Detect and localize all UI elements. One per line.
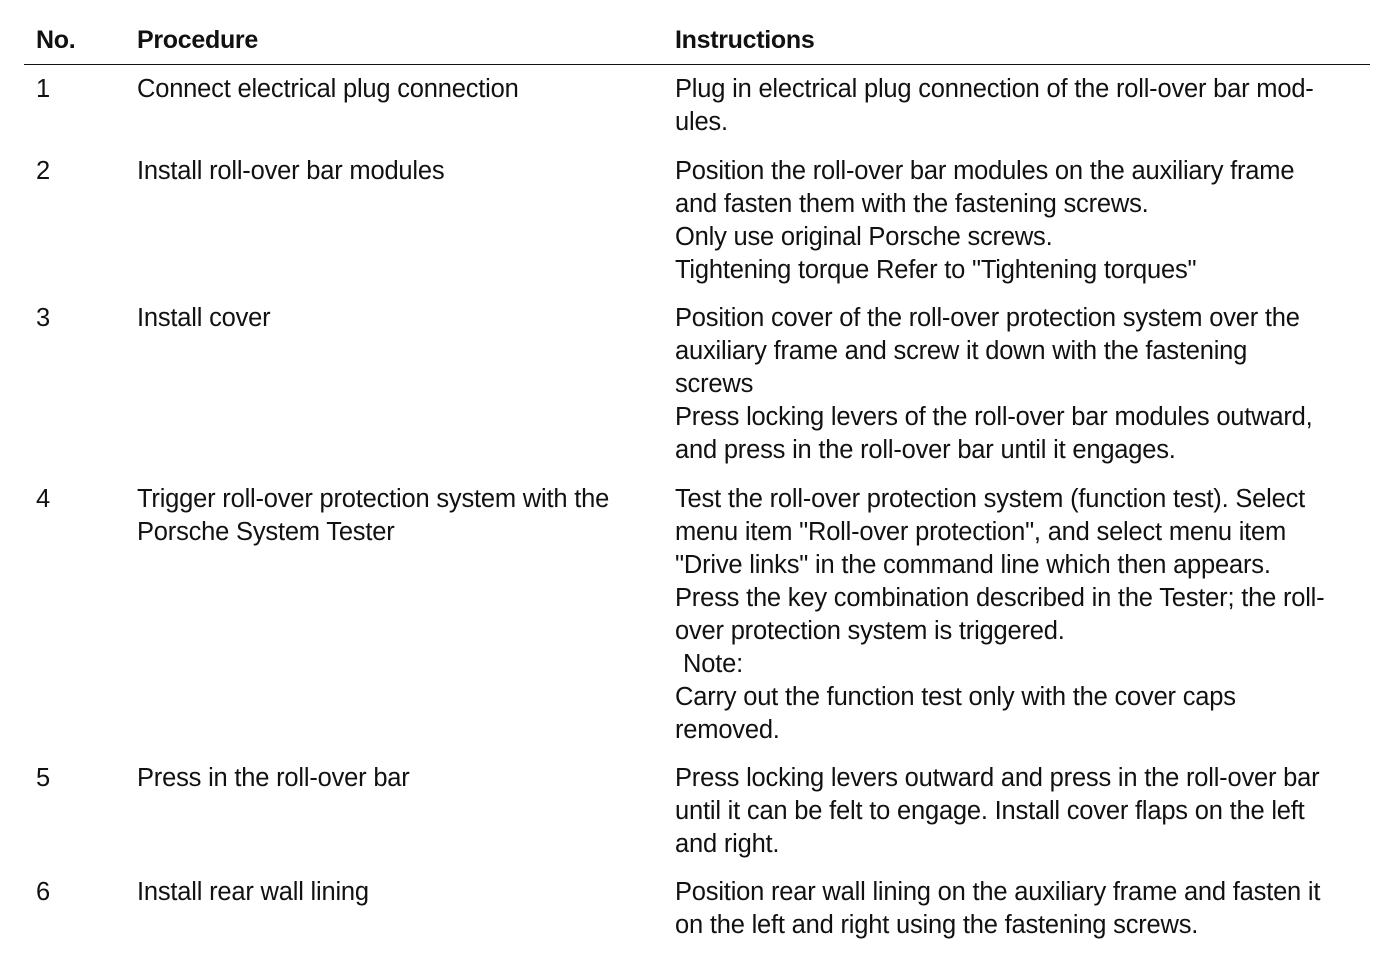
table-header: [0, 22, 1392, 58]
instruction-line: Position the roll-over bar modules on the auxiliary frame: [675, 157, 1295, 185]
row-procedure: [137, 483, 657, 549]
row-instructions: [675, 762, 1375, 861]
row-instructions: [675, 73, 1375, 139]
instruction-line: and press in the roll-over bar until it engages.: [675, 436, 1176, 464]
instruction-line: removed.: [675, 716, 780, 744]
instruction-line: "Drive links" in the command line which then appears.: [675, 551, 1271, 579]
header-instructions: Instructions: [675, 26, 815, 54]
header-procedure: Procedure: [137, 26, 258, 54]
row-procedure: [137, 302, 657, 335]
row-number: 6: [36, 878, 50, 906]
row-number: 4: [36, 485, 50, 513]
header-no: No.: [36, 26, 76, 54]
procedure-line: Press in the roll-over bar: [137, 764, 410, 792]
row-procedure: [137, 73, 657, 106]
instruction-line: and right.: [675, 830, 780, 858]
instruction-line: Press locking levers of the roll-over bar modules outward,: [675, 403, 1313, 431]
instruction-line: menu item "Roll-over protection", and select menu item: [675, 518, 1287, 546]
instruction-line: until it can be felt to engage. Install cover flaps on the left: [675, 797, 1305, 825]
instruction-line: on the left and right using the fastening screws.: [675, 911, 1199, 939]
header-divider: [24, 64, 1370, 65]
row-instructions: [675, 483, 1375, 747]
procedure-line: Connect electrical plug connection: [137, 75, 519, 103]
instruction-line: Test the roll-over protection system (function test). Select: [675, 485, 1306, 513]
row-procedure: [137, 155, 657, 188]
instruction-line: screws: [675, 370, 754, 398]
row-number: 3: [36, 304, 50, 332]
row-number: 1: [36, 75, 50, 103]
instruction-line: Position rear wall lining on the auxiliary frame and fasten it: [675, 878, 1321, 906]
instruction-line: Press the key combination described in the Tester; the roll-: [675, 584, 1325, 612]
row-instructions: [675, 302, 1375, 467]
procedure-line: Install cover: [137, 304, 271, 332]
instruction-line: Position cover of the roll-over protection system over the: [675, 304, 1300, 332]
procedure-line: Porsche System Tester: [137, 518, 395, 546]
instruction-line: Plug in electrical plug connection of the roll-over bar mod-: [675, 75, 1314, 103]
instruction-line: Carry out the function test only with the cover caps: [675, 683, 1236, 711]
instruction-line: Only use original Porsche screws.: [675, 223, 1053, 251]
instruction-line: Press locking levers outward and press in the roll-over bar: [675, 764, 1320, 792]
row-procedure: [137, 876, 657, 909]
row-instructions: [675, 876, 1375, 942]
note-label: Note:: [683, 650, 743, 678]
instruction-line: over protection system is triggered.: [675, 617, 1065, 645]
instruction-line: and fasten them with the fastening screws.: [675, 190, 1149, 218]
row-instructions: [675, 155, 1375, 287]
procedure-line: Trigger roll-over protection system with the: [137, 485, 610, 513]
row-number: 5: [36, 764, 50, 792]
procedure-line: Install rear wall lining: [137, 878, 369, 906]
instruction-line: auxiliary frame and screw it down with the fastening: [675, 337, 1248, 365]
row-number: 2: [36, 157, 50, 185]
procedure-line: Install roll-over bar modules: [137, 157, 445, 185]
instruction-line: ules.: [675, 108, 728, 136]
instruction-line: Tightening torque Refer to "Tightening torques": [675, 256, 1197, 284]
row-procedure: [137, 762, 657, 795]
